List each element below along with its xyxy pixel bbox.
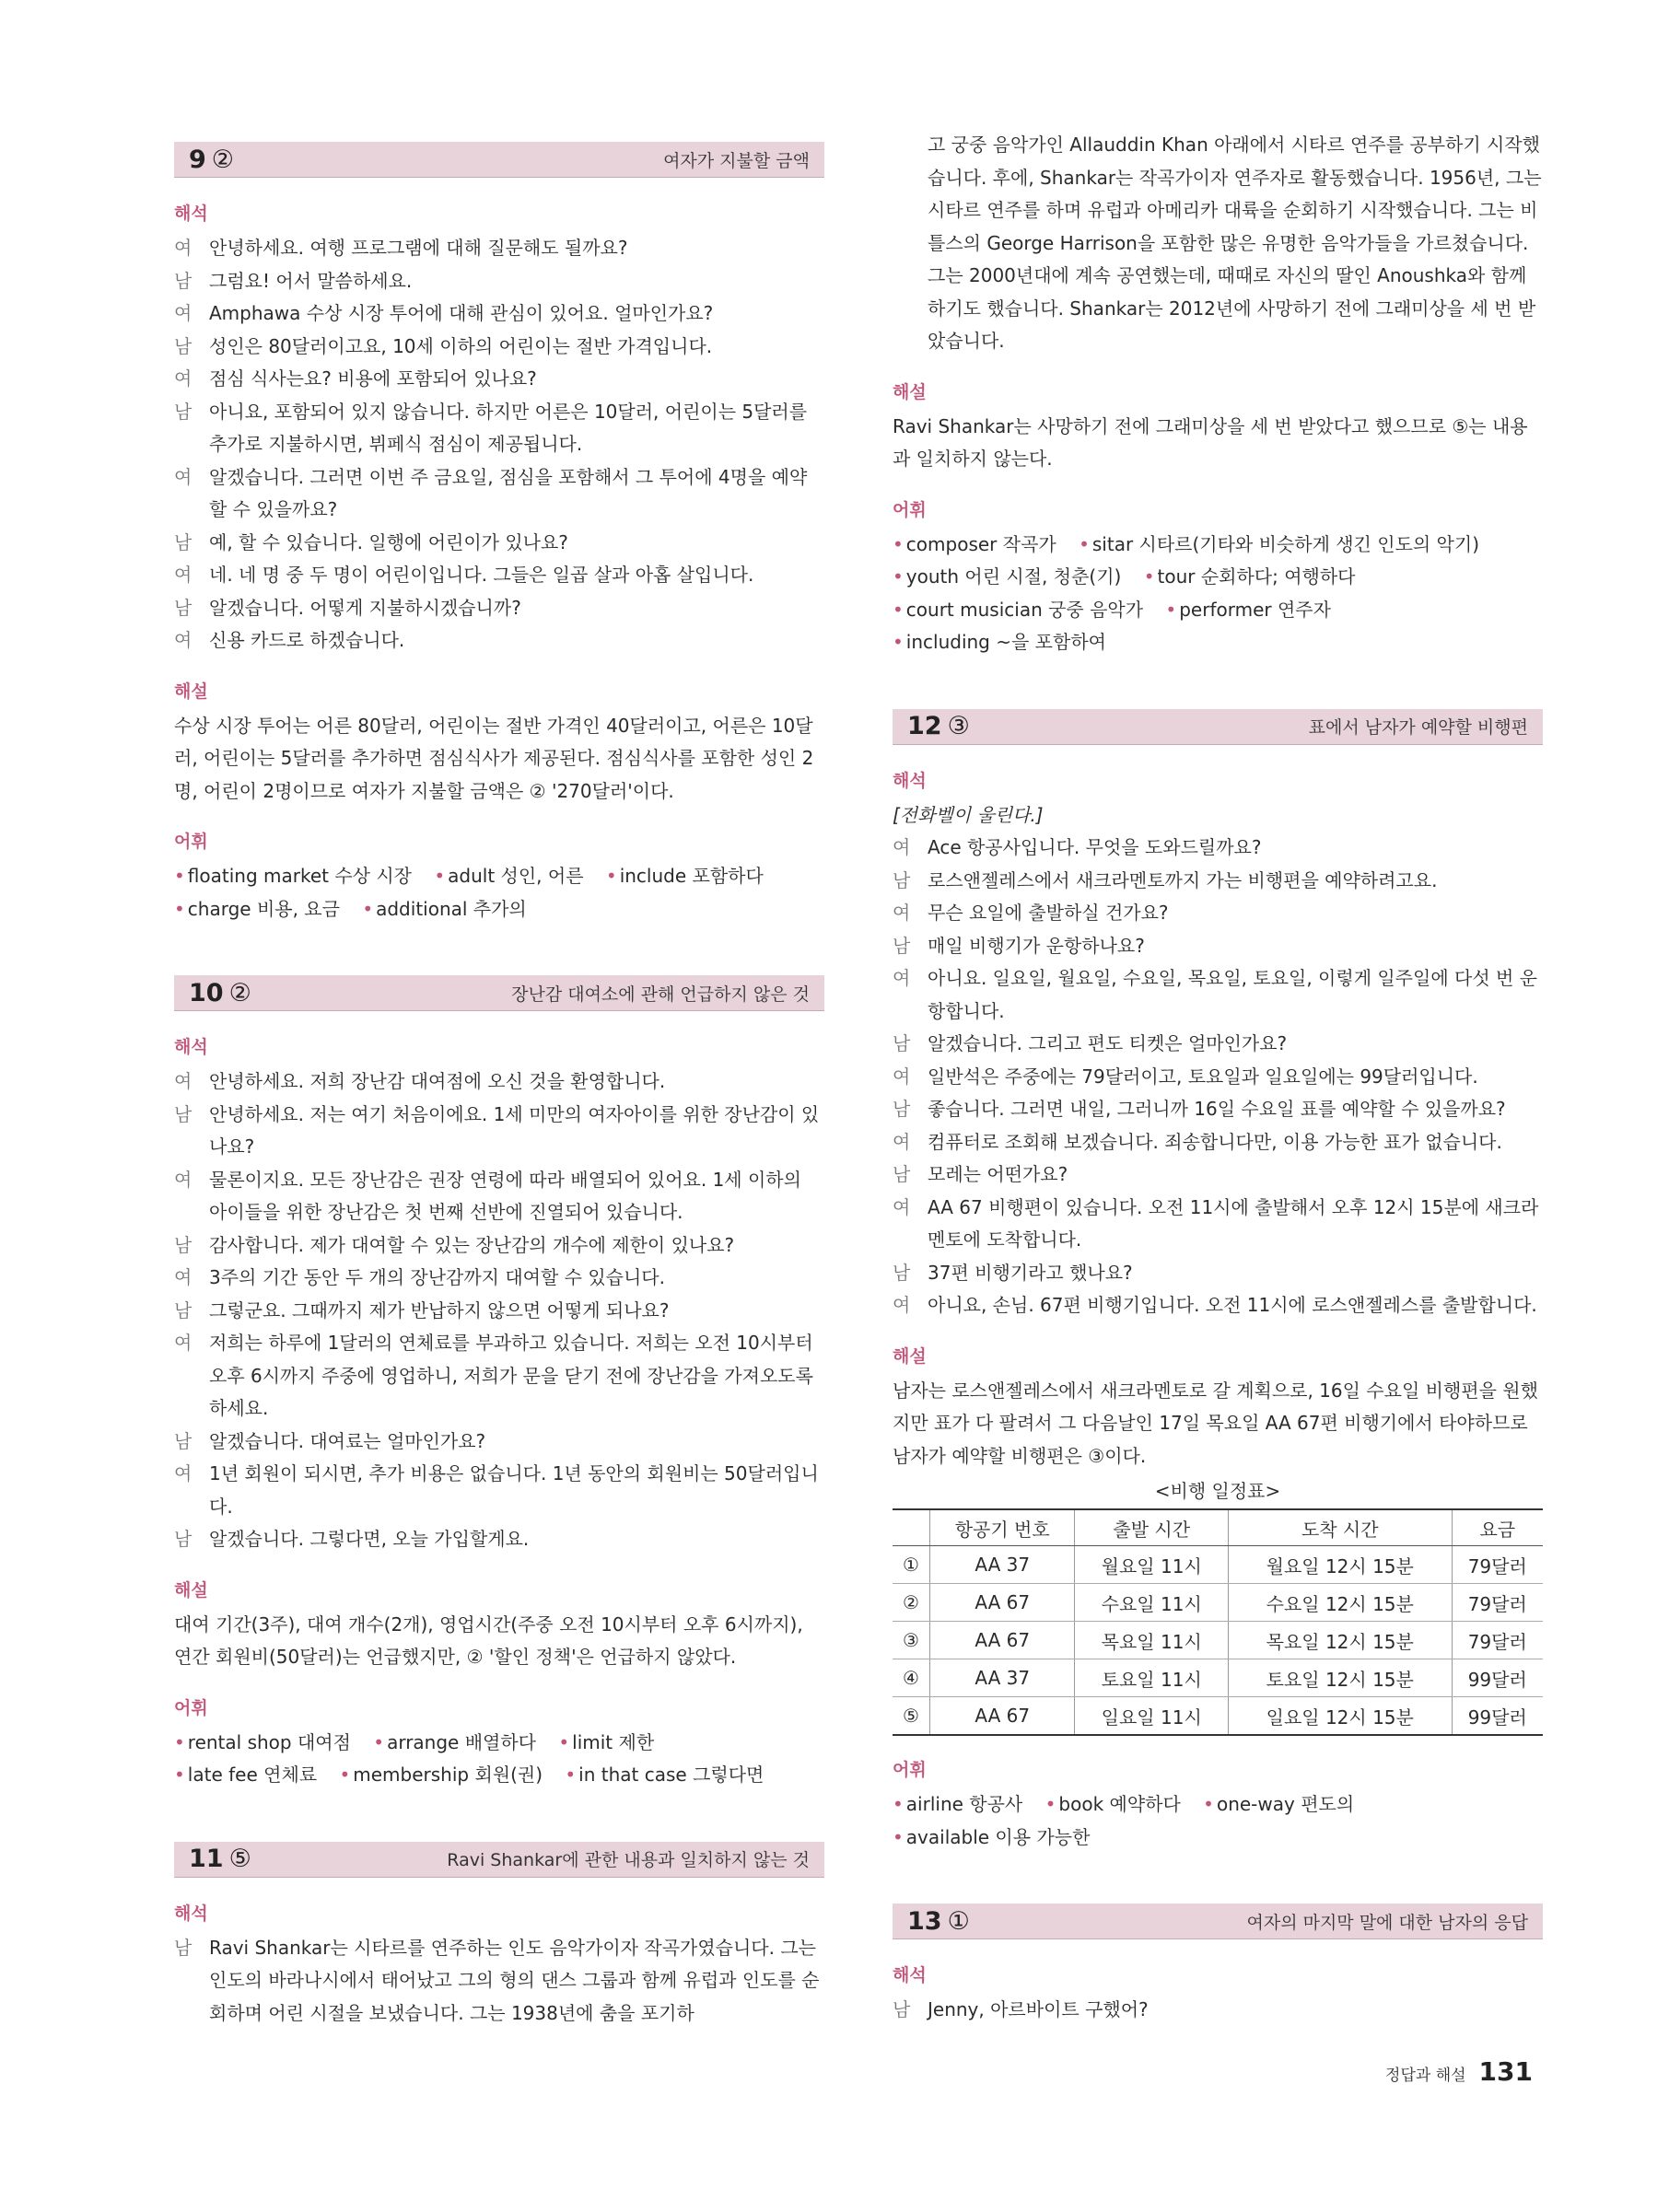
vocabulary-item [893, 1793, 1022, 1815]
speaker-label: 남 [893, 934, 911, 957]
bullet-icon: • [174, 865, 185, 887]
question-11-header [174, 1842, 824, 1878]
vocabulary-text: youth 어린 시절, 청춘(기) [905, 565, 1122, 588]
vocabulary-item [174, 865, 412, 887]
question-number: 13 ① [907, 1906, 970, 1936]
dialogue-line [893, 1257, 1543, 1290]
table-cell: AA 67 [930, 1697, 1075, 1736]
vocabulary-item [434, 865, 583, 887]
vocabulary-text: charge 비용, 요금 [187, 897, 340, 920]
dialogue-line [174, 1065, 824, 1099]
table-cell: 일요일 11시 [1075, 1697, 1229, 1736]
vocabulary-item [373, 1731, 536, 1753]
explanation-label: 해설 [893, 381, 927, 402]
dialogue-line [174, 1523, 824, 1556]
table-cell: 토요일 11시 [1075, 1659, 1229, 1697]
vocabulary-item [606, 865, 764, 887]
table-header-cell: 항공기 번호 [930, 1509, 1075, 1546]
dialogue-text: 알겠습니다. 그렇다면, 오늘 가입할게요. [209, 1528, 530, 1550]
bullet-icon: • [893, 631, 904, 653]
table-header-row [893, 1509, 1543, 1546]
vocabulary-item [1165, 599, 1331, 621]
table-caption: <비행 일정표> [1154, 1480, 1281, 1502]
table-cell: 99달러 [1452, 1697, 1543, 1736]
speaker-label: 남 [174, 1233, 193, 1256]
dialogue-text: 모레는 어떤가요? [928, 1163, 1068, 1185]
table-cell: ④ [893, 1659, 930, 1697]
dialogue-text: 3주의 기간 동안 두 개의 장난감까지 대여할 수 있습니다. [209, 1266, 665, 1288]
dialogue-line [174, 331, 824, 364]
speaker-label: 남 [893, 868, 911, 891]
dialogue-text: 컴퓨터로 조회해 보겠습니다. 죄송합니다만, 이용 가능한 표가 없습니다. [928, 1130, 1502, 1153]
question-number: 10 ② [189, 978, 251, 1007]
dialogue-text: 알겠습니다. 그러면 이번 주 금요일, 점심을 포함해서 그 투어에 4명을 예약할 수 있을까요? [209, 465, 808, 520]
dialogue-text: 아니요. 일요일, 월요일, 수요일, 목요일, 토요일, 이렇게 일주일에 다섯 번 운항합니다. [928, 967, 1537, 1022]
dialogue-text: 그렇군요. 그때까지 제가 반납하지 않으면 어떻게 되나요? [209, 1298, 670, 1321]
table-cell: ⑤ [893, 1697, 930, 1736]
speaker-label: 남 [174, 530, 193, 553]
dialogue-text: 신용 카드로 하겠습니다. [209, 629, 405, 651]
dialogue-line [893, 962, 1543, 1028]
speaker-label: 여 [174, 1168, 193, 1191]
dialogue-line [174, 461, 824, 527]
page-number: 131 [1478, 2056, 1533, 2087]
dialogue-line [893, 1994, 1543, 2027]
vocabulary-text: floating market 수상 시장 [187, 865, 412, 887]
translation-label: 해석 [174, 1903, 208, 1924]
vocabulary-item [362, 898, 526, 920]
dialogue-text: 점심 식사는요? 비용에 포함되어 있나요? [209, 367, 537, 390]
vocabulary-text: one-way 편도의 [1216, 1793, 1355, 1815]
dialogue-text: 감사합니다. 제가 대여할 수 있는 장난감의 개수에 제한이 있나요? [209, 1233, 735, 1256]
bullet-icon: • [362, 897, 374, 920]
dialogue-line [893, 930, 1543, 963]
dialogue-line [893, 865, 1543, 898]
dialogue-text: Amphawa 수상 시장 투어에 대해 관심이 있어요. 얼마인가요? [209, 302, 714, 324]
vocabulary-item [1144, 565, 1356, 588]
table-cell: ① [893, 1546, 930, 1584]
dialogue-text: 아니요, 손님. 67편 비행기입니다. 오전 11시에 로스앤젤레스를 출발합니다. [928, 1294, 1537, 1316]
dialogue-text: 일반석은 주중에는 79달러이고, 토요일과 일요일에는 99달러입니다. [928, 1065, 1478, 1088]
speaker-label: 여 [174, 237, 193, 259]
vocabulary-text: tour 순회하다; 여행하다 [1157, 565, 1356, 588]
vocabulary-text: additional 추가의 [376, 897, 527, 920]
vocabulary-list [174, 860, 824, 926]
bullet-icon: • [893, 598, 904, 621]
dialogue-text: 저희는 하루에 1달러의 연체료를 부과하고 있습니다. 저희는 오전 10시부터 오후 6시까지 주중에 영업하니, 저희가 문을 닫기 전에 장난감을 가져오도록 하세요. [209, 1332, 813, 1419]
dialogue-line [893, 897, 1543, 930]
dialogue-text: 로스앤젤레스에서 새크라멘토까지 가는 비행편을 예약하려고요. [928, 868, 1438, 891]
explanation-label: 해설 [174, 681, 208, 702]
dialogue-line [893, 1289, 1543, 1322]
explanation-label: 해설 [174, 1579, 208, 1601]
translation-label: 해석 [174, 204, 208, 224]
dialogue-line [174, 1327, 824, 1426]
table-row [893, 1622, 1543, 1659]
bullet-icon: • [339, 1764, 351, 1786]
dialogue-text: Ace 항공사입니다. 무엇을 도와드릴까요? [928, 836, 1262, 858]
dialogue-text: 물론이지요. 모든 장난감은 권장 연령에 따라 배열되어 있어요. 1세 이하의 아이들을 위한 장난감은 첫 번째 선반에 진열되어 있습니다. [209, 1168, 801, 1223]
table-cell: ② [893, 1584, 930, 1622]
table-cell: 목요일 12시 15분 [1229, 1622, 1453, 1659]
dialogue-text: 무슨 요일에 출발하실 건가요? [928, 902, 1169, 924]
bullet-icon: • [893, 1825, 904, 1848]
dialogue-line [893, 1093, 1543, 1126]
bullet-icon: • [174, 1764, 185, 1786]
table-cell: 79달러 [1452, 1622, 1543, 1659]
speaker-label: 남 [174, 1429, 193, 1452]
bullet-icon: • [558, 1730, 570, 1753]
dialogue-text: 좋습니다. 그러면 내일, 그러니까 16일 수요일 표를 예약할 수 있을까요? [928, 1098, 1506, 1120]
vocabulary-text: including ~을 포함하여 [905, 631, 1106, 653]
dialogue-line [174, 592, 824, 625]
vocabulary-item [558, 1731, 654, 1753]
dialogue-text: 안녕하세요. 저는 여기 처음이에요. 1세 미만의 여자아이를 위한 장난감이 있나요? [209, 1102, 820, 1158]
table-row [893, 1659, 1543, 1697]
question-title: 여자가 지불할 금액 [663, 150, 810, 171]
vocabulary-text: rental shop 대여점 [187, 1730, 351, 1753]
vocabulary-item [893, 631, 1106, 653]
vocabulary-label: 어휘 [174, 1697, 208, 1718]
bullet-icon: • [434, 865, 446, 887]
question-number: 12 ③ [907, 712, 970, 740]
table-header-cell: 요금 [1452, 1509, 1543, 1546]
vocabulary-item [1045, 1793, 1181, 1815]
speaker-label: 남 [174, 1102, 193, 1125]
vocabulary-label: 어휘 [893, 499, 927, 520]
table-cell: AA 37 [930, 1659, 1075, 1697]
monologue-continued [893, 129, 1543, 358]
speaker-label: 남 [893, 1098, 911, 1120]
dialogue-text: 알겠습니다. 대여료는 얼마인가요? [209, 1429, 486, 1452]
dialogue-text: 아니요, 포함되어 있지 않습니다. 하지만 어른은 10달러, 어린이는 5달러를 추가로 지불하시면, 뷔페식 점심이 제공됩니다. [209, 400, 808, 455]
page-footer [1385, 2056, 1533, 2087]
stage-direction: [전화벨이 울린다.] [893, 803, 1044, 826]
dialogue-text: 안녕하세요. 저희 장난감 대여점에 오신 것을 환영합니다. [209, 1070, 666, 1092]
speaker-label: 여 [174, 367, 193, 390]
bullet-icon: • [605, 865, 617, 887]
vocabulary-item [893, 599, 1143, 621]
bullet-icon: • [373, 1730, 385, 1753]
speaker-label: 여 [174, 1266, 193, 1288]
vocabulary-item [174, 1731, 351, 1753]
table-row [893, 1584, 1543, 1622]
dialogue-line [893, 1192, 1543, 1257]
explanation-text: Ravi Shankar는 사망하기 전에 그래미상을 세 번 받았다고 했으므로 ⑤는 내용과 일치하지 않는다. [893, 414, 1528, 470]
speaker-label: 남 [174, 334, 193, 357]
dialogue-line [174, 1458, 824, 1523]
question-title: 표에서 남자가 예약할 비행편 [1308, 717, 1528, 738]
dialogue-line [174, 1295, 824, 1328]
speaker-label: 여 [174, 629, 193, 651]
speaker-label: 여 [893, 1130, 911, 1153]
table-cell: 79달러 [1452, 1584, 1543, 1622]
bullet-icon: • [893, 1793, 904, 1815]
speaker-label: 남 [893, 1032, 911, 1054]
vocabulary-item [1079, 533, 1479, 555]
speaker-label: 여 [893, 902, 911, 924]
vocabulary-text: adult 성인, 어른 [448, 865, 584, 887]
dialogue-line [174, 1164, 824, 1229]
dialogue-line [893, 1061, 1543, 1094]
bullet-icon: • [1079, 532, 1090, 555]
vocabulary-text: membership 회원(권) [353, 1764, 543, 1786]
table-cell: AA 67 [930, 1622, 1075, 1659]
vocabulary-text: in that case 그렇다면 [578, 1764, 764, 1786]
vocabulary-text: composer 작곡가 [905, 532, 1056, 555]
speaker-label: 남 [174, 1298, 193, 1321]
vocabulary-item [174, 898, 340, 920]
question-number: 9 ② [189, 145, 235, 174]
vocabulary-text: court musician 궁중 음악가 [905, 598, 1144, 621]
table-cell: ③ [893, 1622, 930, 1659]
dialogue-text: 1년 회원이 되시면, 추가 비용은 없습니다. 1년 동안의 회원비는 50달러입니다. [209, 1462, 819, 1518]
bullet-icon: • [1203, 1793, 1214, 1815]
question-13-header [893, 1903, 1543, 1939]
vocabulary-text: limit 제한 [572, 1730, 655, 1753]
table-cell: AA 67 [930, 1584, 1075, 1622]
dialogue-line [893, 1126, 1543, 1159]
dialogue-line [174, 232, 824, 265]
bullet-icon: • [893, 532, 904, 555]
table-body [893, 1546, 1543, 1736]
table-row [893, 1546, 1543, 1584]
speaker-label: 남 [893, 1998, 911, 2020]
dialogue-text: 안녕하세요. 여행 프로그램에 대해 질문해도 될까요? [209, 237, 628, 259]
explanation-text: 수상 시장 투어는 어른 80달러, 어린이는 절반 가격인 40달러이고, 어른은 10달러, 어린이는 5달러를 추가하면 점심식사가 제공된다. 점심식사를 포함한 성인 2명, 어린이 2명이므로 여자가 지불할 금액은 ② '270달러'이다. [174, 714, 814, 802]
vocabulary-item [893, 533, 1056, 555]
vocabulary-text: sitar 시타르(기타와 비슷하게 생긴 인도의 악기) [1091, 532, 1480, 555]
vocabulary-list [174, 1727, 824, 1792]
dialogue [174, 1065, 824, 1556]
dialogue-text: 예, 할 수 있습니다. 일행에 어린이가 있나요? [209, 530, 568, 553]
right-column [893, 134, 1543, 2027]
vocabulary-text: late fee 연체료 [187, 1764, 318, 1786]
dialogue-line [174, 1426, 824, 1459]
translation-label: 해석 [893, 1965, 927, 1985]
table-row [893, 1697, 1543, 1736]
table-cell: 수요일 12시 15분 [1229, 1584, 1453, 1622]
vocabulary-item [174, 1764, 317, 1786]
speaker-label: 여 [174, 1070, 193, 1092]
speaker-label: 남 [174, 269, 193, 292]
speaker-label: 여 [174, 1462, 193, 1484]
dialogue-line [893, 1158, 1543, 1192]
dialogue-line [174, 265, 824, 298]
dialogue [174, 232, 824, 658]
monologue-text: Ravi Shankar는 시타르를 연주하는 인도 음악가이자 작곡가였습니다. 그는 인도의 바라나시에서 태어났고 그의 형의 댄스 그룹과 함께 유럽과 인도를 순회하며 어린 시절을 보냈습니다. 그는 1938년에 춤을 포기하 [209, 1936, 820, 2024]
dialogue-text: 알겠습니다. 그리고 편도 티켓은 얼마인가요? [928, 1032, 1288, 1054]
speaker-label: 여 [893, 1294, 911, 1316]
speaker-label: 여 [893, 836, 911, 858]
dialogue-line [174, 363, 824, 396]
table-header-cell: 출발 시간 [1075, 1509, 1229, 1546]
vocabulary-label: 어휘 [174, 832, 208, 852]
translation-label: 해석 [893, 770, 927, 791]
speaker-label: 남 [174, 1936, 193, 1959]
question-9-header [174, 142, 824, 178]
vocabulary-label: 어휘 [893, 1760, 927, 1780]
speaker-label: 여 [893, 1065, 911, 1088]
vocabulary-item [893, 1826, 1090, 1848]
dialogue-text: 성인은 80달러이고요, 10세 이하의 어린이는 절반 가격입니다. [209, 334, 713, 357]
speaker-label: 남 [174, 596, 193, 619]
speaker-label: 남 [174, 400, 193, 423]
dialogue-line [174, 624, 824, 658]
vocabulary-text: performer 연주자 [1179, 598, 1331, 621]
footer-text: 정답과 해설 [1385, 2066, 1466, 2085]
vocabulary-item [565, 1764, 764, 1786]
table-cell: 99달러 [1452, 1659, 1543, 1697]
left-column [174, 142, 824, 2030]
dialogue-line [893, 832, 1543, 865]
vocabulary-text: include 포함하다 [619, 865, 764, 887]
dialogue-text: 37편 비행기라고 했나요? [928, 1261, 1133, 1284]
vocabulary-text: airline 항공사 [905, 1793, 1023, 1815]
dialogue [893, 1994, 1543, 2027]
vocabulary-list [893, 529, 1543, 659]
dialogue-text: 매일 비행기가 운항하나요? [928, 934, 1145, 957]
table-cell: 일요일 12시 15분 [1229, 1697, 1453, 1736]
bullet-icon: • [1165, 598, 1177, 621]
dialogue-text: 네. 네 명 중 두 명이 어린이입니다. 그들은 일곱 살과 아홉 살입니다. [209, 564, 754, 586]
speaker-label: 여 [174, 302, 193, 324]
vocabulary-text: available 이용 가능한 [905, 1825, 1091, 1848]
question-10-header [174, 975, 824, 1011]
dialogue-text: AA 67 비행편이 있습니다. 오전 11시에 출발해서 오후 12시 15분에 새크라멘토에 도착합니다. [928, 1195, 1539, 1251]
bullet-icon: • [1045, 1793, 1056, 1815]
speaker-label: 여 [174, 564, 193, 586]
speaker-label: 여 [174, 465, 193, 488]
bullet-icon: • [174, 897, 185, 920]
speaker-label: 남 [893, 1163, 911, 1185]
question-title: 장난감 대여소에 관해 언급하지 않은 것 [511, 984, 810, 1005]
table-cell: 수요일 11시 [1075, 1584, 1229, 1622]
dialogue-text: Jenny, 아르바이트 구했어? [928, 1998, 1149, 2020]
table-header-cell [893, 1509, 930, 1546]
speaker-label: 여 [893, 1195, 911, 1218]
speaker-label: 여 [893, 967, 911, 989]
question-title: Ravi Shankar에 관한 내용과 일치하지 않는 것 [447, 1850, 810, 1870]
vocabulary-item [893, 565, 1121, 588]
dialogue-line [174, 559, 824, 592]
translation-label: 해석 [174, 1037, 208, 1057]
question-title: 여자의 마지막 말에 대한 남자의 응답 [1246, 1912, 1528, 1933]
vocabulary-text: arrange 배열하다 [387, 1730, 536, 1753]
dialogue-text: 그럼요! 어서 말씀하세요. [209, 269, 413, 292]
monologue-start [174, 1932, 824, 2031]
vocabulary-item [339, 1764, 543, 1786]
question-number: 11 ⑤ [189, 1845, 251, 1873]
speaker-label: 남 [893, 1261, 911, 1284]
table-cell: 월요일 12시 15분 [1229, 1546, 1453, 1584]
table-cell: 토요일 12시 15분 [1229, 1659, 1453, 1697]
table-cell: 월요일 11시 [1075, 1546, 1229, 1584]
flight-schedule-table [893, 1508, 1543, 1736]
dialogue [893, 832, 1543, 1322]
question-12-header [893, 709, 1543, 745]
explanation-label: 해설 [893, 1345, 927, 1367]
vocabulary-list [893, 1788, 1543, 1854]
bullet-icon: • [174, 1730, 185, 1753]
dialogue-line [893, 1028, 1543, 1061]
dialogue-line [174, 527, 824, 560]
dialogue-line [174, 1229, 824, 1263]
table-cell: 79달러 [1452, 1546, 1543, 1584]
table-cell: AA 37 [930, 1546, 1075, 1584]
monologue-text: 고 궁중 음악가인 Allauddin Khan 아래에서 시타르 연주를 공부하기 시작했습니다. 후에, Shankar는 작곡가이자 연주자로 활동했습니다. 1956년, 그는 시타르 연주를 하며 유럽과 아메리카 대륙을 순회하기 시작했습니다. 그는 비틀스의 George Harrison을 포함한 많은 유명한 음악가들을 가르쳤습니다. 그는 2000년대에 계속 공연했는데, 때때로 자신의 딸인 Anoushka와 함께 하기도 했습니다. Shankar는 2012년에 사망하기 전에 그래미상을 세 번 받았습니다. [928, 134, 1542, 352]
speaker-label: 남 [174, 1528, 193, 1550]
dialogue-line [174, 297, 824, 331]
vocabulary-text: book 예약하다 [1058, 1793, 1181, 1815]
bullet-icon: • [565, 1764, 577, 1786]
dialogue-line [174, 1099, 824, 1164]
explanation-text: 대여 기간(3주), 대여 개수(2개), 영업시간(주중 오전 10시부터 오후 6시까지), 연간 회원비(50달러)는 언급했지만, ② '할인 정책'은 언급하지 않았다. [174, 1612, 803, 1668]
table-cell: 목요일 11시 [1075, 1622, 1229, 1659]
vocabulary-item [1203, 1793, 1354, 1815]
dialogue-line [174, 396, 824, 461]
explanation-text: 남자는 로스앤젤레스에서 새크라멘토로 갈 계획으로, 16일 수요일 비행편을 원했지만 표가 다 팔려서 그 다음날인 17일 목요일 AA 67편 비행기에서 타야하므로 남자가 예약할 비행편은 ③이다. [893, 1379, 1538, 1467]
dialogue-text: 알겠습니다. 어떻게 지불하시겠습니까? [209, 596, 521, 619]
bullet-icon: • [893, 565, 904, 588]
dialogue-line [174, 1262, 824, 1295]
speaker-label: 여 [174, 1332, 193, 1354]
table-header-cell: 도착 시간 [1229, 1509, 1453, 1546]
bullet-icon: • [1143, 565, 1155, 588]
